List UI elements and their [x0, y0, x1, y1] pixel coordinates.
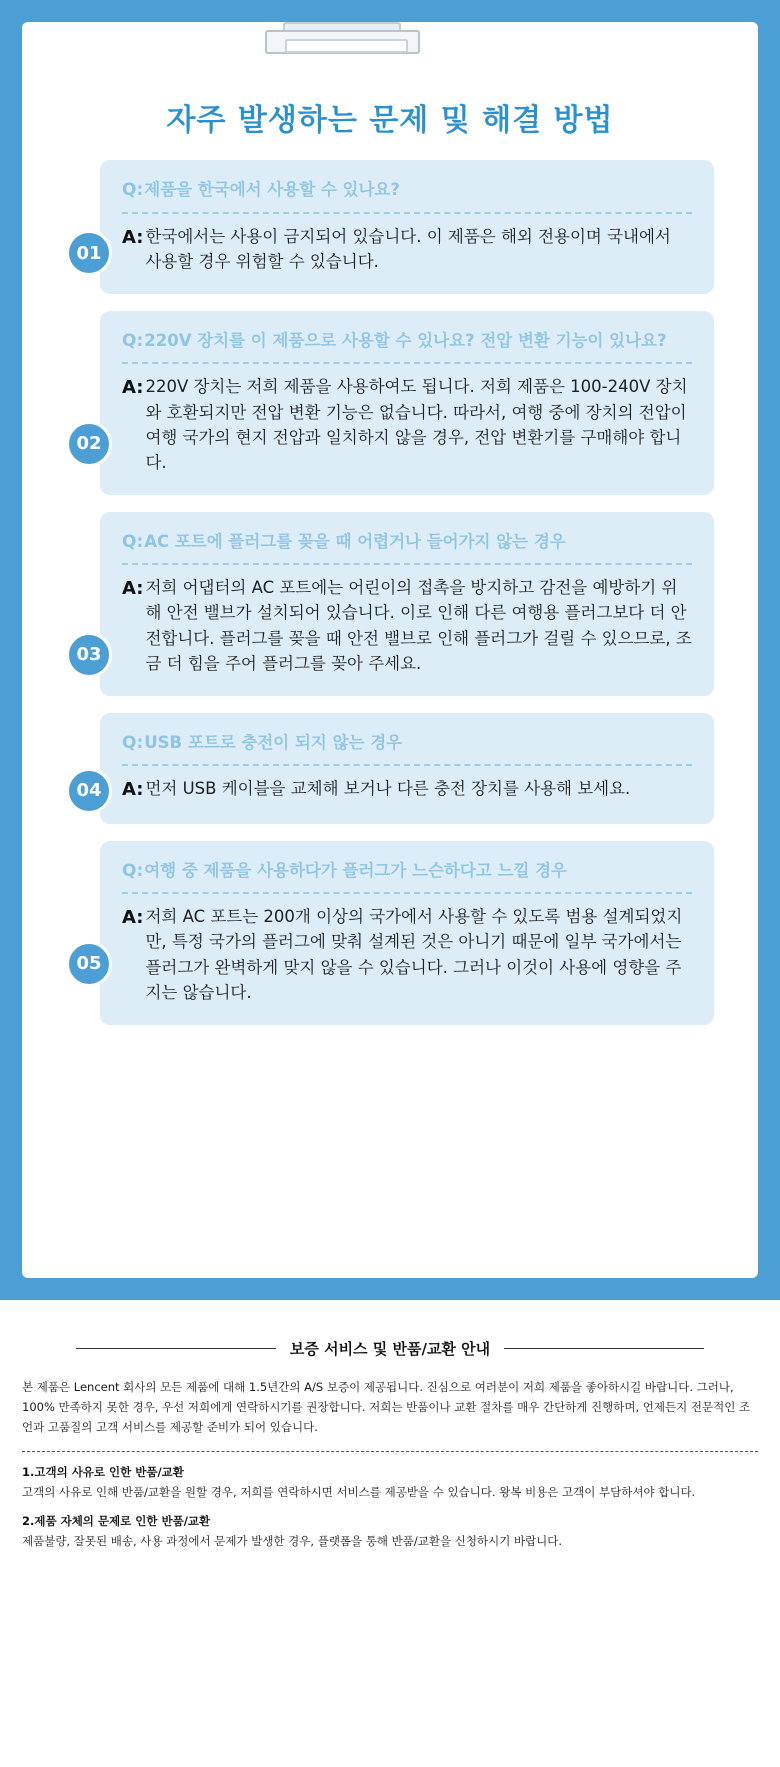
faq-number-badge: 02	[66, 421, 112, 467]
warranty-intro: 본 제품은 Lencent 회사의 모든 제품에 대해 1.5년간의 A/S 보증이 제공됩니다. 진심으로 여러분이 저희 제품을 좋아하시길 바랍니다. 그러나, 100% 만족하지 못한 경우, 우선 저희에게 연락하시기를 권장합니다. 저희는 반품이나 교환 절차를 매우 간단하게 진행하며, 언제든지 전문적인 조언과 고품질의 고객 서비스를 제공할 준비가 되어 있습니다.	[22, 1380, 751, 1435]
faq-question-text: 제품을 한국에서 사용할 수 있나요?	[144, 180, 400, 199]
question-prefix: Q:	[122, 330, 144, 351]
faq-item	[66, 512, 714, 696]
faq-answer-line	[122, 224, 692, 274]
question-prefix: Q:	[122, 860, 144, 881]
faq-list	[66, 160, 714, 1042]
warranty-section-body: 고객의 사유로 인해 반품/교환을 원할 경우, 저희를 연락하시면 서비스를 제공받을 수 있습니다. 왕복 비용은 고객이 부담하셔야 합니다.	[22, 1485, 696, 1500]
faq-divider	[122, 764, 692, 766]
faq-answer-line	[122, 904, 692, 1004]
faq-item	[66, 841, 714, 1025]
faq-question-line	[122, 178, 692, 203]
warranty-section-body: 제품불량, 잘못된 배송, 사용 과정에서 문제가 발생한 경우, 플랫폼을 통해 반품/교환을 신청하시기 바랍니다.	[22, 1533, 563, 1548]
page-title: 자주 발생하는 문제 및 해결 방법	[166, 103, 614, 138]
faq-question-text: 여행 중 제품을 사용하다가 플러그가 느슨하다고 느낄 경우	[144, 860, 567, 880]
question-prefix: Q:	[122, 180, 144, 200]
answer-prefix: A:	[122, 578, 144, 600]
faq-question-line	[122, 329, 692, 354]
title-rule-left	[76, 1348, 276, 1349]
faq-number-badge: 01	[66, 230, 112, 276]
warranty-dashed-divider	[22, 1451, 758, 1452]
faq-number-badge: 04	[66, 768, 112, 814]
faq-number-badge: 03	[66, 632, 112, 678]
warranty-title-row	[22, 1338, 758, 1359]
faq-question-line	[122, 530, 692, 555]
warranty-section	[0, 1300, 780, 1767]
faq-answer-text: 한국에서는 사용이 금지되어 있습니다. 이 제품은 해외 전용이며 국내에서 사용할 경우 위험할 수 있습니다.	[145, 226, 671, 271]
faq-box	[100, 713, 714, 824]
faq-answer-line	[122, 575, 692, 675]
faq-answer-text: 먼저 USB 케이블을 교체해 보거나 다른 충전 장치를 사용해 보세요.	[145, 779, 631, 799]
answer-prefix: A:	[122, 907, 144, 929]
question-prefix: Q:	[122, 531, 144, 552]
question-prefix: Q:	[122, 732, 144, 753]
faq-item	[66, 713, 714, 824]
faq-box	[100, 160, 714, 294]
faq-item	[66, 311, 714, 495]
faq-divider	[122, 362, 692, 364]
faq-box	[100, 841, 714, 1025]
faq-answer-text: 저희 어댑터의 AC 포트에는 어린이의 접촉을 방지하고 감전을 예방하기 위해 안전 밸브가 설치되어 있습니다. 이로 인해 다른 여행용 플러그보다 더 안전합니다. 플러그를 꽂을 때 안전 밸브로 인해 플러그가 걸릴 수 있으므로, 조금 더 힘을 주어 플러그를 꽂아 주세요.	[145, 578, 692, 673]
faq-box	[100, 311, 714, 495]
faq-answer-text: 저희 AC 포트는 200개 이상의 국가에서 사용할 수 있도록 범용 설계되었지만, 특정 국가의 플러그에 맞춰 설계된 것은 아니기 때문에 일부 국가에서는 플러그가 완벽하게 맞지 않을 수 있습니다. 그러나 이것이 사용에 영향을 주지는 않습니다.	[145, 907, 683, 1002]
answer-prefix: A:	[122, 377, 144, 399]
faq-question-text: USB 포트로 충전이 되지 않는 경우	[144, 732, 403, 752]
faq-question-text: AC 포트에 플러그를 꽂을 때 어렵거나 들어가지 않는 경우	[144, 531, 566, 551]
faq-item	[66, 160, 714, 294]
warranty-section-heading: 2.제품 자체의 문제로 인한 반품/교환	[22, 1513, 211, 1528]
warranty-title: 보증 서비스 및 반품/교환 안내	[289, 1340, 491, 1358]
faq-box	[100, 512, 714, 696]
title-rule-right	[504, 1348, 704, 1349]
faq-divider	[122, 892, 692, 894]
faq-answer-text: 220V 장치는 저희 제품을 사용하여도 됩니다. 저희 제품은 100-240V 장치와 호환되지만 전압 변환 기능은 없습니다. 따라서, 여행 중에 장치의 전압이 여행 국가의 현지 전압과 일치하지 않을 경우, 전압 변환기를 구매해야 합니다.	[145, 377, 688, 472]
faq-answer-line	[122, 374, 692, 474]
faq-question-line	[122, 859, 692, 884]
answer-prefix: A:	[122, 226, 144, 248]
faq-question-line	[122, 731, 692, 756]
faq-divider	[122, 563, 692, 565]
clipboard-clip-icon	[265, 30, 420, 54]
answer-prefix: A:	[122, 779, 144, 801]
faq-divider	[122, 212, 692, 214]
faq-number-badge: 05	[66, 941, 112, 987]
faq-answer-line	[122, 776, 692, 803]
faq-question-text: 220V 장치를 이 제품으로 사용할 수 있나요? 전압 변환 기능이 있나요?	[144, 330, 667, 350]
warranty-section-heading: 1.고객의 사유로 인한 반품/교환	[22, 1465, 184, 1480]
